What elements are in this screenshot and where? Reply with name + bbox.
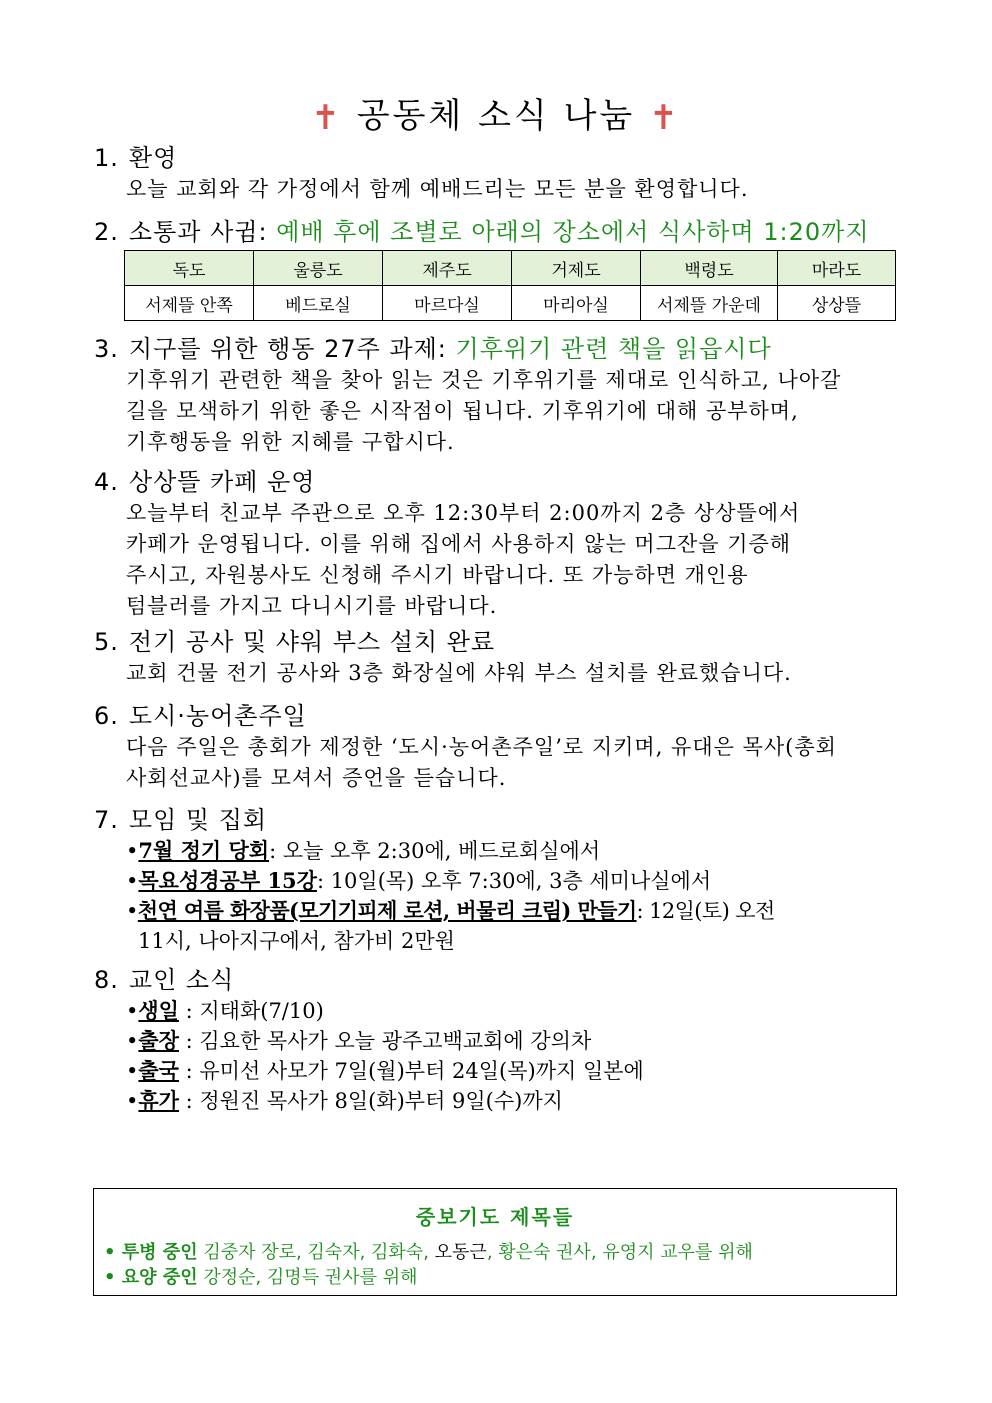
section-heading: 6. 도시·농어촌주일 <box>94 702 307 730</box>
table-cell: 울릉도 <box>254 251 383 286</box>
prayer-box <box>93 1188 897 1296</box>
section-heading: 8. 교인 소식 <box>94 966 235 994</box>
table-cell: 백령도 <box>641 251 778 286</box>
prayer-line-care: • 요양 중인 강정순, 김명득 권사를 위해 <box>104 1267 418 1288</box>
title-text: 공동체 소식 나눔 <box>356 96 636 136</box>
section-rural-sunday <box>94 700 900 794</box>
section-body: 오늘 교회와 각 가정에서 함께 예배드리는 모든 분을 환영합니다. <box>126 177 749 201</box>
section-construction <box>94 626 900 689</box>
table-row <box>125 286 896 321</box>
page-title <box>0 88 992 138</box>
table-cell: 제주도 <box>383 251 512 286</box>
section-fellowship <box>94 216 900 248</box>
section-body: 교회 건물 전기 공사와 3층 화장실에 샤워 부스 설치를 완료했습니다. <box>126 661 792 685</box>
section-heading: 1. 환영 <box>94 144 178 172</box>
list-item: •목요성경공부 15강: 10일(목) 오후 7:30에, 3층 세미나실에서 <box>126 868 712 893</box>
prayer-line-illness: • 투병 중인 김중자 장로, 김숙자, 김화숙, 오동근, 황은숙 권사, 유영지 교우를 위해 <box>104 1242 753 1263</box>
list-item-continuation: 11시, 나아지구에서, 참가비 2만원 <box>138 929 455 953</box>
table-cell: 마리아실 <box>512 286 641 321</box>
section-heading: 4. 상상뜰 카페 운영 <box>94 468 316 496</box>
list-item: •생일 : 지태화(7/10) <box>126 998 324 1023</box>
section-heading: 3. 지구를 위한 행동 27주 과제: 기후위기 관련 책을 읽읍시다 <box>94 335 772 363</box>
section-cafe <box>94 466 900 622</box>
table-cell: 거제도 <box>512 251 641 286</box>
section-body: 기후위기 관련한 책을 찾아 읽는 것은 기후위기를 제대로 인식하고, 나아갈 길을 모색하기 위한 좋은 시작점이 됩니다. 기후위기에 대해 공부하며, 기후행동을 위한 지혜를 구합시다. <box>126 368 842 454</box>
section-body: 오늘부터 친교부 주관으로 오후 12:30부터 2:00까지 2층 상상뜰에서 카페가 운영됩니다. 이를 위해 집에서 사용하지 않는 머그잔을 기증해 주시고, 자원봉사도 신청해 주시기 바랍니다. 또 가능하면 개인용 텀블러를 가지고 다니시기를 바랍니다. <box>126 501 801 618</box>
table-cell: 서제뜰 안쪽 <box>125 286 254 321</box>
table-header-row <box>125 251 896 286</box>
list-item: •출장 : 김요한 목사가 오늘 광주고백교회에 강의차 <box>126 1028 592 1053</box>
list-item: •출국 : 유미선 사모가 7일(월)부터 24일(목)까지 일본에 <box>126 1058 644 1083</box>
section-heading: 2. 소통과 사귐: 예배 후에 조별로 아래의 장소에서 식사하며 1:20까지 <box>94 218 870 246</box>
cross-icon: ✝ <box>649 98 681 138</box>
table-cell: 마르다실 <box>383 286 512 321</box>
section-welcome <box>94 142 900 205</box>
list-item: •7월 정기 당회: 오늘 오후 2:30에, 베드로회실에서 <box>126 838 601 863</box>
section-member-news <box>94 964 900 1116</box>
prayer-title: 중보기도 제목들 <box>415 1205 575 1229</box>
table-cell: 독도 <box>125 251 254 286</box>
table-cell: 상상뜰 <box>778 286 896 321</box>
table-cell: 서제뜰 가운데 <box>641 286 778 321</box>
section-earth-action <box>94 333 900 458</box>
list-item: •휴가 : 정원진 목사가 8일(화)부터 9일(수)까지 <box>126 1088 563 1113</box>
cross-icon: ✝ <box>311 98 343 138</box>
section-meetings <box>94 804 900 956</box>
table-cell: 마라도 <box>778 251 896 286</box>
section-heading: 7. 모임 및 집회 <box>94 806 268 834</box>
meal-places-table <box>124 250 896 321</box>
list-item: •천연 여름 화장품(모기기피제 로션, 버물리 크림) 만들기: 12일(토) 오전 <box>126 898 775 923</box>
section-body: 다음 주일은 총회가 제정한 ‘도시·농어촌주일’로 지키며, 유대은 목사(총회 사회선교사)를 모셔서 증언을 듣습니다. <box>126 735 837 790</box>
table-cell: 베드로실 <box>254 286 383 321</box>
section-heading: 5. 전기 공사 및 샤워 부스 설치 완료 <box>94 628 496 656</box>
